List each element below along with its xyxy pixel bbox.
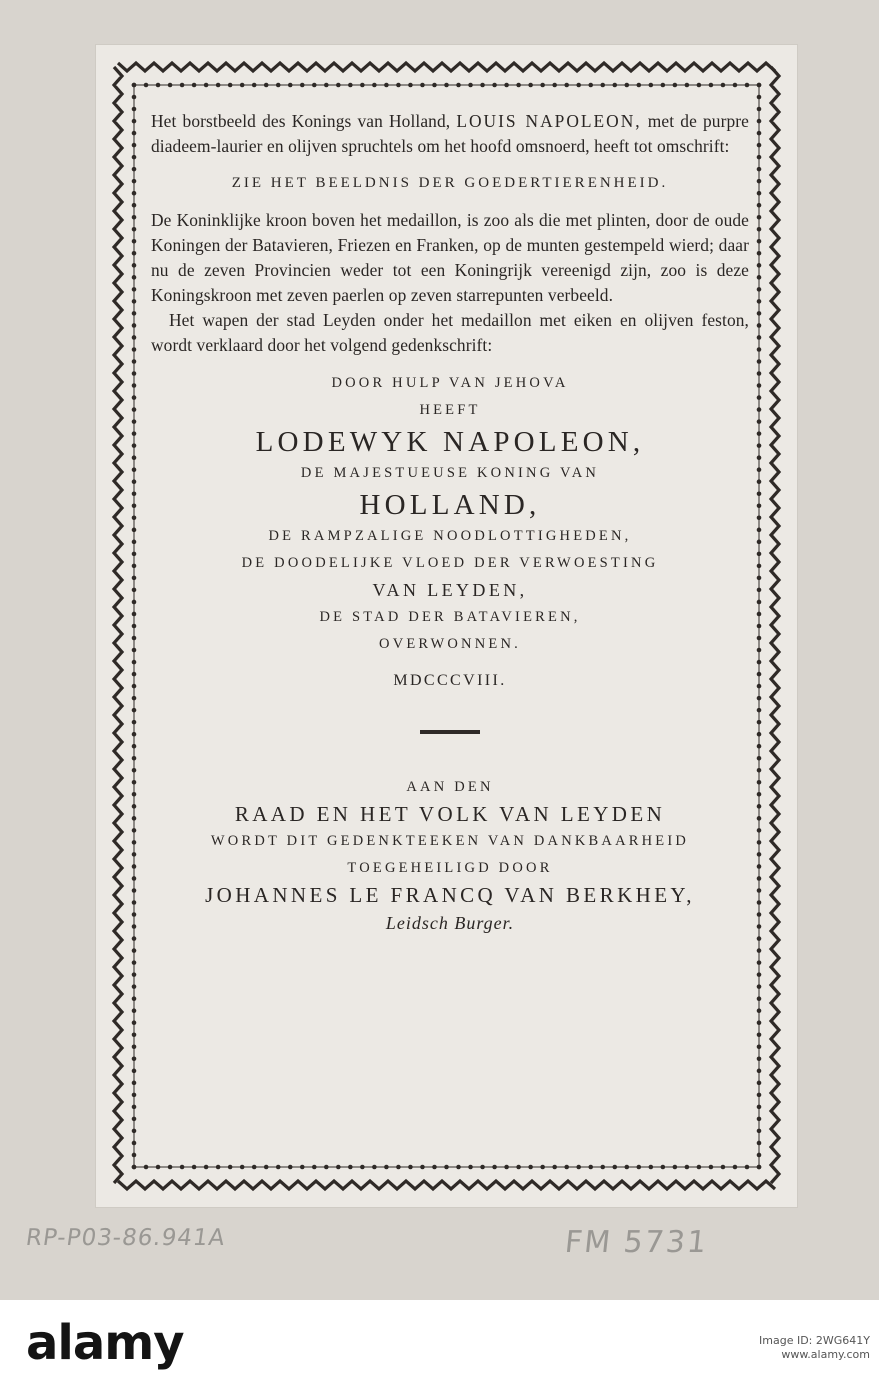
inscription-year: MDCCCVIII. xyxy=(393,672,507,689)
dedication-line-2: RAAD EN HET VOLK VAN LEYDEN xyxy=(234,802,666,826)
inscription-line-9: DE STAD DER BATAVIEREN, xyxy=(319,609,581,625)
inscription-line-2: HEEFT xyxy=(419,402,481,418)
inscription-line-7: DE DOODELIJKE VLOED DER VERWOESTING xyxy=(241,555,659,571)
dedication-line-5: JOHANNES LE FRANCQ VAN BERKHEY, xyxy=(205,883,695,907)
inscription-line-1: DOOR HULP VAN JEHOVA xyxy=(331,375,569,391)
inscription xyxy=(151,370,749,690)
border-zigzag xyxy=(114,67,122,1183)
dedication xyxy=(151,774,749,937)
inscription-line-5: HOLLAND, xyxy=(359,489,541,521)
intro-text: Het borstbeeld des Konings van Holland, xyxy=(151,111,457,131)
site-url: www.alamy.com xyxy=(781,1348,870,1361)
motto: ZIE HET BEELDNIS DER GOEDERTIERENHEID. xyxy=(231,175,669,191)
intro-paragraph xyxy=(151,109,749,159)
divider-rule xyxy=(420,730,480,734)
inscription-line-6: DE RAMPZALIGE NOODLOTTIGHEDEN, xyxy=(268,528,632,544)
border-zigzag xyxy=(118,63,775,71)
inscription-line-10: OVERWONNEN. xyxy=(379,636,521,652)
dedication-line-6: Leidsch Burger. xyxy=(385,913,515,933)
dedication-line-1: AAN DEN xyxy=(406,779,494,795)
inscription-line-3: LODEWYK NAPOLEON, xyxy=(255,426,645,458)
paragraph-arms: Het wapen der stad Leyden onder het medaillon met eiken en olijven feston, wordt verklaard door het volgend gedenkschrift: xyxy=(151,310,749,355)
image-info xyxy=(640,1334,870,1362)
paragraph-crown: De Koninklijke kroon boven het medaillon, is zoo als die met plinten, door de oude Koningen der Batavieren, Friezen en Franken, op de munten gestempeld wierd; daar nu de zeven Provincien weder tot een Koningrijk vereenigd zijn, zoo is deze Koningskroon met zeven paerlen op zeven starrepunten verbeeld. xyxy=(151,210,749,305)
intro-name: LOUIS NAPOLEON, xyxy=(456,111,642,131)
intro-rest: met de purpre diadeem-laurier en olijven spruchtels om het hoofd omsnoerd, heeft tot omschrift: xyxy=(151,111,749,156)
alamy-logo-left: alamy xyxy=(26,1315,184,1371)
inscription-line-4: DE MAJESTUEUSE KONING VAN xyxy=(300,465,600,481)
image-id: Image ID: 2WG641Y xyxy=(759,1334,870,1347)
catalog-number-left: RP-P03-86.941A xyxy=(24,1225,228,1251)
border-zigzag xyxy=(118,1181,775,1189)
catalog-number-right: FM 5731 xyxy=(563,1225,710,1260)
inscription-line-8: VAN LEYDEN, xyxy=(372,580,528,600)
dedication-line-4: TOEGEHEILIGD DOOR xyxy=(347,860,553,876)
border-zigzag xyxy=(771,67,779,1183)
document-body xyxy=(151,109,749,937)
printed-sheet xyxy=(96,45,797,1207)
dedication-line-3: WORDT DIT GEDENKTEEKEN VAN DANKBAARHEID xyxy=(210,833,690,849)
